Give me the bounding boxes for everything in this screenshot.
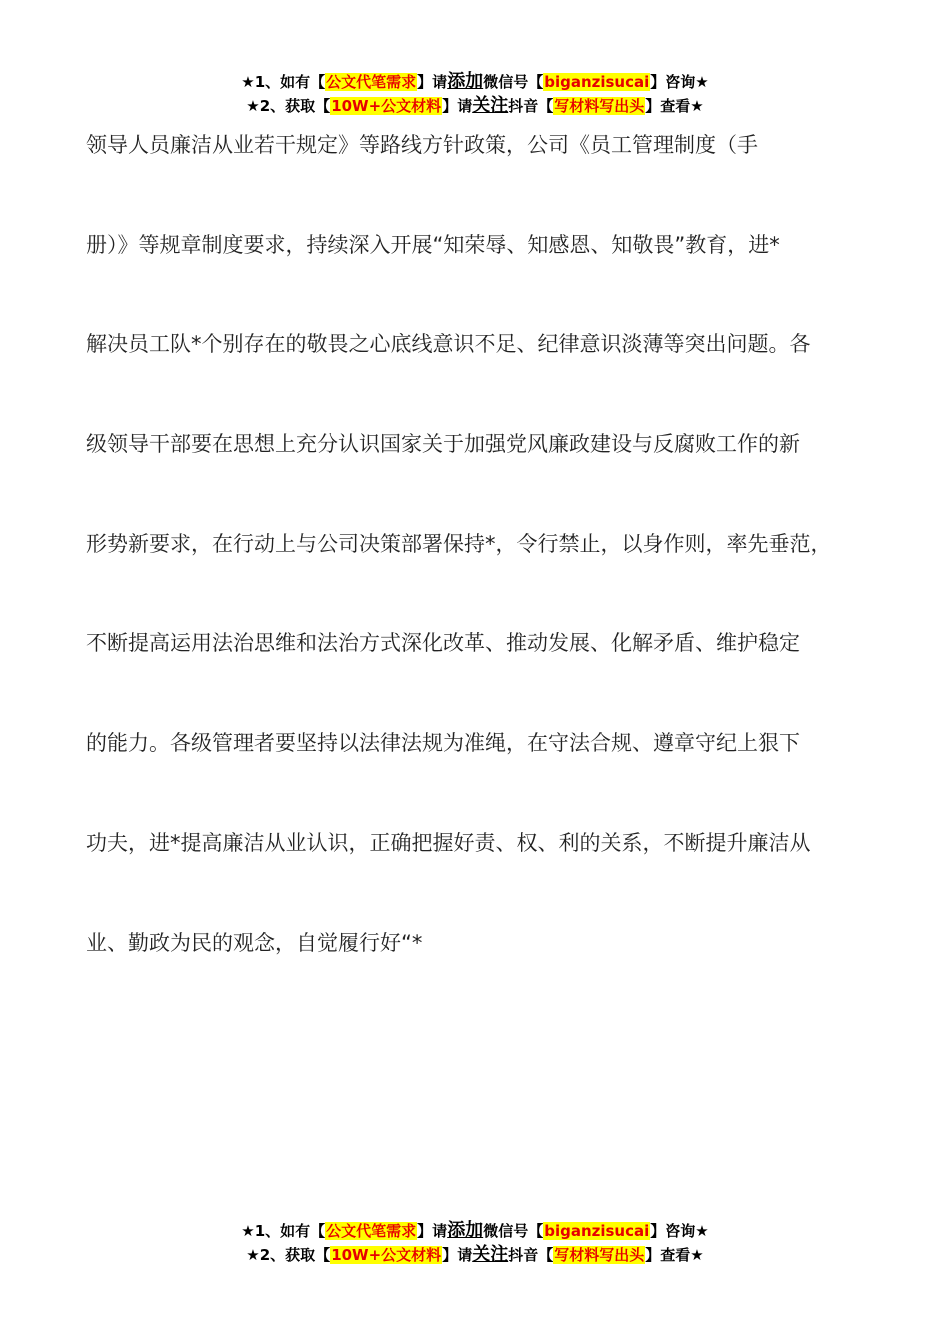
emphasis-add: 添加 (447, 71, 484, 92)
highlight-materials: 10W+公文材料 (331, 97, 442, 115)
banner-text: 】查看★ (645, 97, 704, 115)
banner-text: ★1、如有【 (241, 1222, 326, 1240)
highlight-wechat-id: biganzisucai (544, 1222, 650, 1240)
banner-text: 微信号【 (483, 73, 544, 91)
emphasis-add: 添加 (447, 1220, 484, 1241)
banner-text: 】请 (417, 1222, 448, 1240)
highlight-service: 公文代笔需求 (326, 73, 417, 91)
emphasis-follow: 关注 (472, 95, 509, 116)
banner-line-1 (0, 70, 950, 94)
banner-text: 抖音【 (508, 97, 554, 115)
banner-text: 】请 (442, 1246, 473, 1264)
paragraph-line: 功夫，进*提高廉洁从业认识，正确把握好责、权、利的关系，不断提升廉洁从 (86, 830, 811, 855)
banner-text: 】请 (417, 73, 448, 91)
banner-text: 】请 (442, 97, 473, 115)
banner-line-2 (0, 1243, 950, 1267)
highlight-douyin-account: 写材料写出头 (554, 1246, 645, 1264)
footer-banner (0, 1219, 950, 1267)
paragraph-line: 形势新要求，在行动上与公司决策部署保持*，令行禁止，以身作则，率先垂范， (86, 531, 832, 556)
banner-text: 微信号【 (483, 1222, 544, 1240)
paragraph-line: 级领导干部要在思想上充分认识国家关于加强党风廉政建设与反腐败工作的新 (86, 432, 800, 457)
banner-text: ★2、获取【 (246, 97, 331, 115)
header-banner (0, 70, 950, 118)
paragraph-line: 册）》等规章制度要求，持续深入开展“知荣辱、知感恩、知敬畏”教育，进* (86, 232, 780, 257)
banner-text: 】咨询★ (650, 1222, 709, 1240)
banner-text: 】查看★ (645, 1246, 704, 1264)
paragraph-line: 的能力。各级管理者要坚持以法律法规为准绳，在守法合规、遵章守纪上狠下 (86, 731, 800, 756)
paragraph-line: 不断提高运用法治思维和法治方式深化改革、推动发展、化解矛盾、维护稳定 (86, 631, 800, 656)
highlight-service: 公文代笔需求 (326, 1222, 417, 1240)
banner-line-1 (0, 1219, 950, 1243)
paragraph-line: 领导人员廉洁从业若干规定》等路线方针政策，公司《员工管理制度（手 (86, 133, 758, 157)
banner-text: ★2、获取【 (246, 1246, 331, 1264)
banner-line-2 (0, 94, 950, 118)
banner-text: ★1、如有【 (241, 73, 326, 91)
paragraph-line: 解决员工队*个别存在的敬畏之心底线意识不足、纪律意识淡薄等突出问题。各 (86, 332, 811, 357)
banner-text: 】咨询★ (650, 73, 709, 91)
banner-text: 抖音【 (508, 1246, 554, 1264)
highlight-materials: 10W+公文材料 (331, 1246, 442, 1264)
document-body (86, 125, 886, 1022)
highlight-wechat-id: biganzisucai (544, 73, 650, 91)
emphasis-follow: 关注 (472, 1244, 509, 1265)
highlight-douyin-account: 写材料写出头 (554, 97, 645, 115)
paragraph-line: 业、勤政为民的观念，自觉履行好“* (86, 930, 423, 955)
